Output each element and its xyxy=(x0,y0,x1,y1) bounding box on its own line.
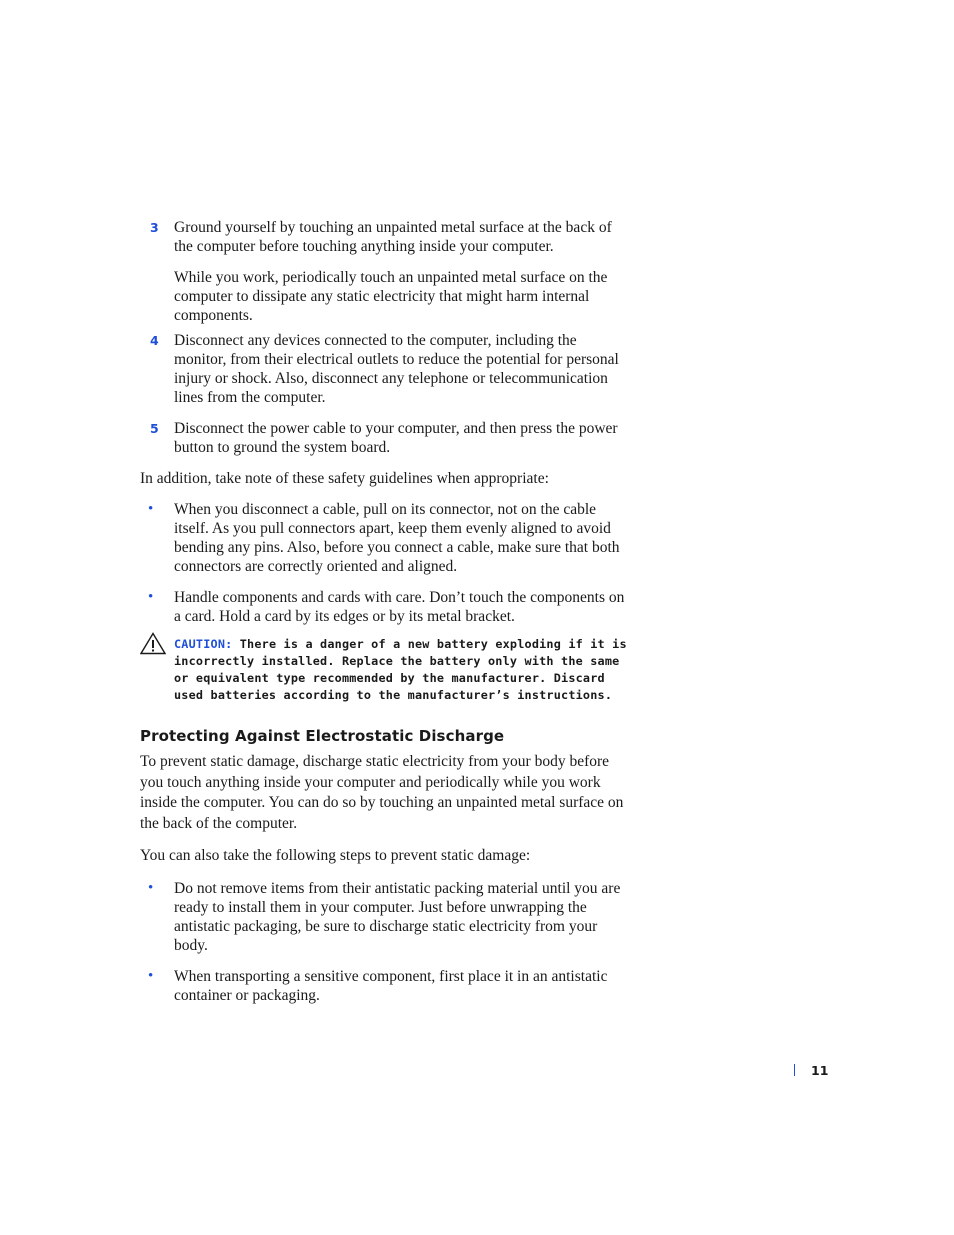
esd-bullet-text: Do not remove items from their antistatic packing material until you are ready to install them in your computer. Just before unwrapping the antistatic packaging, be sure to discharge static electricity from your body. xyxy=(174,880,621,954)
step-4 xyxy=(140,331,630,407)
bullet-icon: • xyxy=(148,589,154,605)
esd-bullet-text: When transporting a sensitive component, first place it in an antistatic container or packaging. xyxy=(174,968,608,1004)
section-heading: Protecting Against Electrostatic Discharge xyxy=(140,727,505,745)
footer-divider xyxy=(794,1064,795,1076)
bullet-icon: • xyxy=(148,968,154,984)
step-3 xyxy=(140,218,630,256)
guideline-text: When you disconnect a cable, pull on its connector, not on the cable itself. As you pull connectors apart, keep them evenly aligned to avoid bending any pins. Also, before you connect a cable, make sure that both connectors are correctly oriented and aligned. xyxy=(174,501,620,575)
section-paragraph: To prevent static damage, discharge static electricity from your body before you touch anything inside your computer and periodically while you work inside the computer. You can do so by touching an unpainted metal surface on the back of the computer. xyxy=(140,753,624,832)
caution-label: CAUTION: xyxy=(174,637,233,651)
bullet-icon: • xyxy=(148,501,154,517)
step-number: 4 xyxy=(150,333,159,348)
esd-bullet-item xyxy=(140,967,630,1005)
guideline-item xyxy=(140,588,630,626)
step-text: Disconnect the power cable to your computer, and then press the power button to ground the system board. xyxy=(174,420,618,456)
step-3-note: While you work, periodically touch an unpainted metal surface on the computer to dissipate any static electricity that might harm internal components. xyxy=(174,269,608,324)
caution-text: There is a danger of a new battery exploding if it is incorrectly installed. Replace the battery only with the same or equivalent type recommended by the manufacturer. Discard used batteries according to the manufacturer’s instructions. xyxy=(174,637,627,702)
step-5 xyxy=(140,419,630,457)
bullet-icon: • xyxy=(148,880,154,896)
caution-notice xyxy=(140,636,630,704)
esd-bullet-item xyxy=(140,879,630,955)
step-number: 5 xyxy=(150,421,159,436)
guideline-text: Handle components and cards with care. Don’t touch the components on a card. Hold a card by its edges or by its metal bracket. xyxy=(174,589,625,625)
document-page xyxy=(140,218,630,1005)
guideline-item xyxy=(140,500,630,576)
step-text: Ground yourself by touching an unpainted metal surface at the back of the computer before touching anything inside your computer. xyxy=(174,219,612,255)
section-paragraph: You can also take the following steps to prevent static damage: xyxy=(140,847,531,864)
warning-triangle-icon xyxy=(140,632,166,655)
guidelines-intro: In addition, take note of these safety guidelines when appropriate: xyxy=(140,470,549,487)
page-footer xyxy=(794,1061,828,1079)
step-text: Disconnect any devices connected to the computer, including the monitor, from their electrical outlets to reduce the potential for personal injury or shock. Also, disconnect any telephone or telecommunication lines from the computer. xyxy=(174,332,619,406)
page-number: 11 xyxy=(811,1062,829,1078)
step-number: 3 xyxy=(150,220,159,235)
